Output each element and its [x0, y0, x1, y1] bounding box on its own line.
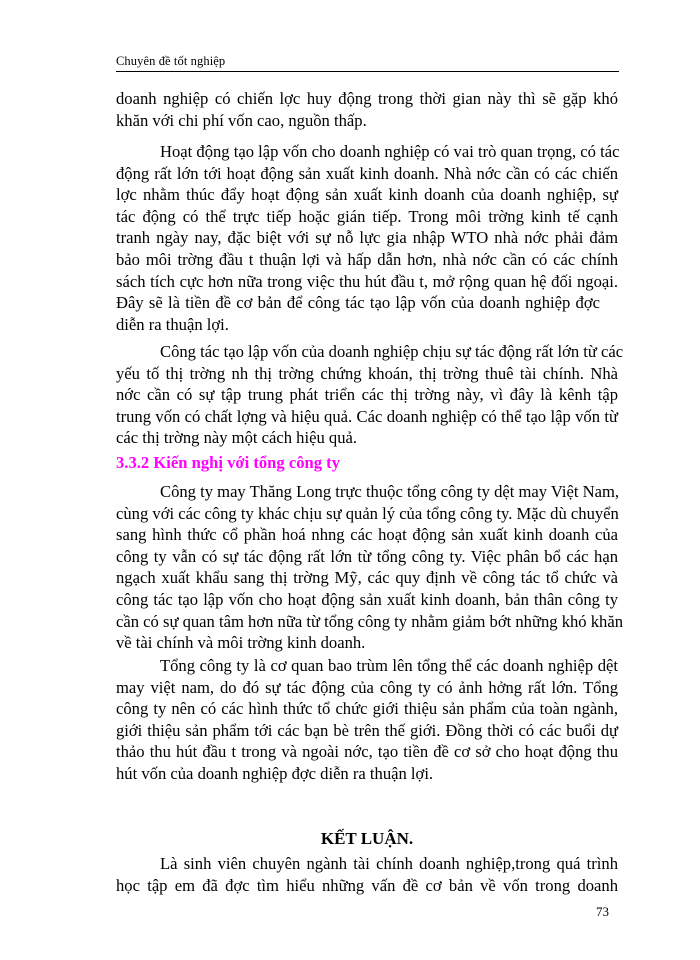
text-line: ngạch xuất khẩu sang thị trờng Mỹ, các quy định về công tác tổ chức và: [116, 568, 618, 588]
text-line: công tác tạo lập vốn cho hoạt động sản xuất kinh doanh, bản thân công ty: [116, 589, 618, 609]
text-line: về tài chính và môi trờng kinh doanh.: [116, 633, 366, 653]
text-line: sách tích cực hơn nữa trong việc thu hút đầu t, mở rộng quan hệ đối ngoại.: [116, 271, 618, 291]
text-line: công ty nên có các hình thức tổ chức giới thiệu sản phẩm của toàn ngành,: [116, 699, 618, 719]
running-header-title: Chuyên đề tốt nghiệp: [116, 54, 226, 68]
paragraph-1: [116, 88, 618, 131]
text-line: Công ty may Thăng Long trực thuộc tổng công ty dệt may Việt Nam,: [160, 482, 620, 501]
text-line: cần có sự quan tâm hơn nữa từ tổng công ty nhằm giảm bớt những khó khăn: [116, 611, 624, 631]
paragraph-6: [116, 853, 618, 896]
paragraph-4: [116, 481, 624, 654]
text-line: Là sinh viên chuyên ngành tài chính doanh nghiệp,trong quá trình: [160, 854, 618, 873]
text-line: nớc cần có sự tập trung phát triển các thị trờng này, vì đây là kênh tập: [116, 385, 618, 405]
page-number: 73: [596, 904, 609, 919]
text-line: hút vốn của doanh nghiệp đợc diễn ra thuận lợi.: [116, 763, 434, 783]
text-line: sang hình thức cổ phần hoá nhng các hoạt động sản xuất kinh doanh của: [116, 525, 618, 545]
section-heading: 3.3.2 Kiến nghị với tổng công ty: [116, 453, 341, 472]
text-line: Hoạt động tạo lập vốn cho doanh nghiệp có vai trò quan trọng, có tác: [160, 142, 620, 161]
text-line: trung vốn có chất lợng và hiệu quả. Các doanh nghiệp có thể tạo lập vốn từ: [116, 406, 618, 426]
running-header: [116, 53, 619, 72]
text-line: khăn với chi phí vốn cao, nguồn thấp.: [116, 110, 367, 130]
text-line: diễn ra thuận lợi.: [116, 314, 229, 334]
text-line: bảo môi trờng đầu t thuận lợi và hấp dẫn hơn, nhà nớc cần có các chính: [116, 249, 618, 269]
text-line: may việt nam, do đó sự tác động của công ty có ảnh hởng rất lớn. Tổng: [116, 677, 618, 697]
text-line: Đây sẽ là tiền đề cơ bản để công tác tạo lập vốn của doanh nghiệp đợc: [116, 293, 600, 313]
text-line: yếu tố thị trờng nh thị trờng chứng khoán, thị trờng thuê tài chính. Nhà: [116, 363, 618, 383]
text-line: giới thiệu sản phẩm tới các bạn bè trên thế giới. Đồng thời có các buổi dự: [116, 720, 618, 740]
paragraph-2: [116, 141, 618, 335]
text-line: tác động có thể trực tiếp hoặc gián tiếp. Trong môi trờng kinh tế cạnh: [116, 206, 618, 226]
text-line: các thị trờng này một cách hiệu quả.: [116, 428, 357, 448]
text-line: thảo thu hút đầu t trong và ngoài nớc, tạo tiền đề cơ sở cho hoạt động thu: [116, 742, 618, 762]
text-line: học tập em đã đợc tìm hiểu những vấn đề cơ bản về vốn trong doanh: [116, 875, 618, 895]
text-line: lợc nhằm thúc đẩy hoạt động sản xuất kinh doanh của doanh nghiệp, sự: [116, 185, 618, 205]
paragraph-5: [116, 655, 618, 785]
text-line: tranh ngày nay, đặc biệt với sự nỗ lực gia nhập WTO nhà nớc phải đảm: [116, 228, 618, 248]
text-line: công ty vẫn có sự tác động rất lớn từ tổng công ty. Việc phân bổ các hạn: [116, 546, 618, 566]
text-line: Công tác tạo lập vốn của doanh nghiệp chịu sự tác động rất lớn từ các: [160, 342, 624, 361]
paragraph-3: [116, 341, 624, 449]
text-line: doanh nghiệp có chiến lợc huy động trong thời gian này thì sẽ gặp khó: [116, 89, 618, 108]
conclusion-title: KẾT LUẬN.: [320, 829, 414, 848]
text-line: Tổng công ty là cơ quan bao trùm lên tổng thể các doanh nghiệp dệt: [160, 656, 618, 675]
text-line: động rất lớn tới hoạt động sản xuất kinh doanh. Nhà nớc cần có các chiến: [116, 163, 618, 183]
text-line: cùng với các công ty khác chịu sự quản lý của tổng công ty. Mặc dù chuyển: [116, 503, 619, 523]
